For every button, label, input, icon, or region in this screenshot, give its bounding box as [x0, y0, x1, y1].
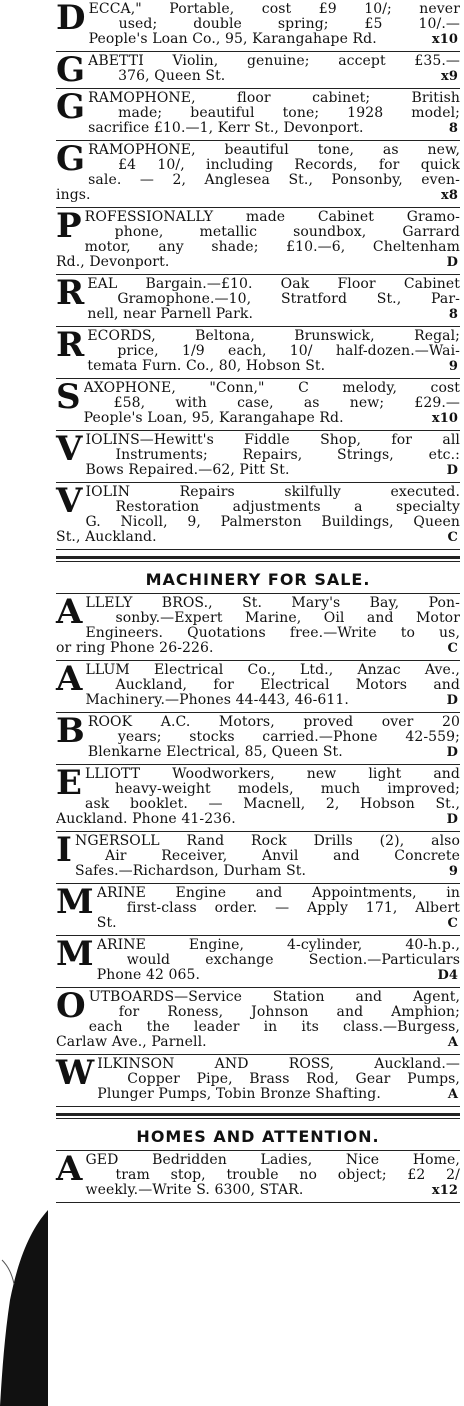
ad-code: A: [447, 1035, 458, 1050]
ad-line: Safes.—Richardson, Durham St.: [75, 864, 307, 879]
classified-ad: [56, 936, 460, 987]
ads-machinery-group: [56, 594, 460, 1107]
drop-cap: S: [56, 377, 81, 417]
classified-ad: [56, 379, 460, 430]
ad-line: RAMOPHONE, beautiful tone, as new,: [88, 143, 460, 158]
ad-line: heavy-weight models, much improved;: [115, 782, 460, 797]
drop-cap: R: [56, 273, 85, 313]
ad-line: ARINE Engine, 4-cylinder, 40-h.p.,: [96, 938, 460, 953]
ad-line: Phone 42 065.: [96, 968, 201, 983]
ad-line: ings.: [56, 188, 91, 203]
ad-line: sonby.—Expert Marine, Oil and Motor: [115, 611, 460, 626]
drop-cap: W: [56, 1053, 95, 1093]
ad-line: would exchange Section.—Particulars: [126, 953, 460, 968]
ad-code: D: [446, 693, 458, 708]
drop-cap: M: [56, 934, 94, 974]
classified-ad: [56, 141, 460, 207]
drop-cap: B: [56, 711, 85, 751]
ads-music-group: [56, 0, 460, 550]
ad-line: made; beautiful tone; 1928 model;: [118, 106, 460, 121]
ad-line: People's Loan Co., 95, Karangahape Rd.: [88, 32, 377, 47]
ad-line: People's Loan, 95, Karangahape Rd.: [83, 411, 344, 426]
drop-cap: O: [56, 986, 86, 1026]
ad-code: 8: [448, 307, 458, 322]
classified-ad: [56, 832, 460, 883]
classified-ad: [56, 884, 460, 935]
ad-code: x8: [441, 188, 458, 203]
ad-line: years; stocks carried.—Phone 42-559;: [117, 730, 460, 745]
classified-ad: [56, 208, 460, 274]
drop-cap: G: [56, 139, 86, 179]
ad-line: Auckland, for Electrical Motors and: [115, 678, 460, 693]
ad-line: IOLIN Repairs skilfully executed.: [85, 485, 460, 500]
ad-line: Instruments; Repairs, Strings, etc.:: [115, 448, 460, 463]
ad-line: RAMOPHONE, floor cabinet; British: [88, 91, 460, 106]
drop-cap: I: [56, 830, 73, 870]
ad-code: D4: [437, 968, 458, 983]
ad-code: x9: [441, 69, 458, 84]
drop-cap: P: [56, 206, 82, 246]
ad-code: x12: [431, 1183, 458, 1198]
ad-line: Air Receiver, Anvil and Concrete: [105, 849, 460, 864]
section-divider: [56, 1113, 460, 1119]
classified-ad: [56, 661, 460, 712]
ad-divider: [56, 549, 460, 550]
drop-cap: A: [56, 592, 83, 632]
ad-code: C: [447, 916, 458, 931]
ad-line: ask booklet. — Macnell, 2, Hobson St.,: [85, 797, 460, 812]
ad-code: D: [446, 745, 458, 760]
drop-cap: A: [56, 1149, 83, 1189]
classified-ad: [56, 594, 460, 660]
classified-ad: [56, 431, 460, 482]
drop-cap: G: [56, 50, 86, 90]
ad-line: Machinery.—Phones 44-443, 46-611.: [85, 693, 349, 708]
drop-cap: G: [56, 87, 86, 127]
ad-line: weekly.—Write S. 6300, STAR.: [85, 1183, 304, 1198]
ad-line: LLUM Electrical Co., Ltd., Anzac Ave.,: [85, 663, 460, 678]
ad-line: ABETTI Violin, genuine; accept £35.—: [88, 54, 460, 69]
ad-line: Bows Repaired.—62, Pitt St.: [85, 463, 290, 478]
classified-ad: [56, 483, 460, 549]
ad-line: ROOK A.C. Motors, proved over 20: [87, 715, 460, 730]
ad-code: x10: [431, 32, 458, 47]
ad-line: NGERSOLL Rand Rock Drills (2), also: [75, 834, 460, 849]
ad-line: tram stop, trouble no object; £2 2/: [115, 1168, 460, 1183]
ad-divider: [56, 1106, 460, 1107]
ad-line: St.: [96, 916, 117, 931]
ad-line: ILKINSON AND ROSS, Auckland.—: [97, 1057, 460, 1072]
ad-code: 9: [448, 359, 458, 374]
ad-line: Gramophone.—10, Stratford St., Par-: [117, 292, 460, 307]
ad-line: Auckland. Phone 41-236.: [56, 812, 236, 827]
ad-line: for Roness, Johnson and Amphion;: [118, 1005, 460, 1020]
ad-line: £58, with case, as new; £29.—: [113, 396, 460, 411]
ad-line: Plunger Pumps, Tobin Bronze Shafting.: [97, 1087, 381, 1102]
ad-line: used; double spring; £5 10/.—: [118, 17, 460, 32]
ink-blot-margin: [0, 1200, 48, 1406]
classified-ad: [56, 765, 460, 831]
ad-code: D: [446, 463, 458, 478]
ad-code: 8: [448, 121, 458, 136]
ad-line: IOLINS—Hewitt's Fiddle Shop, for all: [85, 433, 460, 448]
ad-line: EAL Bargain.—£10. Oak Floor Cabinet: [87, 277, 460, 292]
ad-line: phone, metallic soundbox, Garrard: [114, 225, 460, 240]
ad-code: C: [447, 641, 458, 656]
ad-line: ECCA," Portable, cost £9 10/; never: [88, 2, 460, 17]
ad-code: A: [447, 1087, 458, 1102]
ad-line: Restoration adjustments a specialty: [115, 500, 460, 515]
classified-ad: [56, 0, 460, 51]
drop-cap: M: [56, 882, 94, 922]
ad-line: G. Nicoll, 9, Palmerston Buildings, Queen: [85, 515, 460, 530]
ad-code: 9: [448, 864, 458, 879]
ad-line: first-class order. — Apply 171, Albert: [126, 901, 460, 916]
ad-line: GED Bedridden Ladies, Nice Home,: [85, 1153, 460, 1168]
ad-line: Carlaw Ave., Parnell.: [56, 1035, 207, 1050]
ad-line: price, 1/9 each, 10/ half-dozen.—Wai-: [117, 344, 460, 359]
ad-code: C: [447, 530, 458, 545]
ad-line: Engineers. Quotations free.—Write to us,: [85, 626, 460, 641]
ad-line: nell, near Parnell Park.: [87, 307, 254, 322]
drop-cap: V: [56, 429, 83, 469]
classified-ad: [56, 327, 460, 378]
section-divider: [56, 556, 460, 562]
ad-line: ROFESSIONALLY made Cabinet Gramo-: [84, 210, 460, 225]
ad-code: D: [446, 255, 458, 270]
section-heading-machinery: MACHINERY FOR SALE.: [145, 570, 371, 589]
ad-line: Copper Pipe, Brass Rod, Gear Pumps,: [127, 1072, 460, 1087]
ads-homes-group: [56, 1151, 460, 1203]
ad-code: D: [446, 812, 458, 827]
drop-cap: V: [56, 481, 83, 521]
ad-line: ECORDS, Beltona, Brunswick, Regal;: [87, 329, 460, 344]
classified-column: [56, 0, 460, 1203]
ad-line: LLIOTT Woodworkers, new light and: [85, 767, 460, 782]
ad-line: temata Furn. Co., 80, Hobson St.: [87, 359, 326, 374]
classified-ad: [56, 275, 460, 326]
ad-line: AXOPHONE, "Conn," C melody, cost: [83, 381, 460, 396]
classified-ad: [56, 988, 460, 1054]
classified-ad: [56, 713, 460, 764]
drop-cap: D: [56, 0, 86, 38]
ad-code: x10: [431, 411, 458, 426]
ad-line: £4 10/, including Records, for quick: [118, 158, 460, 173]
ad-line: Blenkarne Electrical, 85, Queen St.: [87, 745, 343, 760]
ad-line: ARINE Engine and Appointments, in: [96, 886, 460, 901]
ad-line: UTBOARDS—Service Station and Agent,: [88, 990, 460, 1005]
ad-divider: [56, 1202, 460, 1203]
ad-line: motor, any shade; £10.—6, Cheltenham: [84, 240, 460, 255]
ad-line: or ring Phone 26-226.: [56, 641, 214, 656]
drop-cap: E: [56, 763, 83, 803]
ad-line: Rd., Devonport.: [56, 255, 170, 270]
classified-ad: [56, 52, 460, 88]
section-heading-homes: HOMES AND ATTENTION.: [136, 1127, 380, 1146]
drop-cap: A: [56, 659, 83, 699]
ad-line: St., Auckland.: [56, 530, 157, 545]
classified-ad: [56, 1151, 460, 1202]
ad-line: each the leader in its class.—Burgess,: [88, 1020, 460, 1035]
ad-line: sacrifice £10.—1, Kerr St., Devonport.: [88, 121, 364, 136]
drop-cap: R: [56, 325, 85, 365]
classified-ad: [56, 1055, 460, 1106]
ad-line: sale. — 2, Anglesea St., Ponsonby, even-: [88, 173, 460, 188]
classified-ad: [56, 89, 460, 140]
ad-line: 376, Queen St.: [118, 69, 226, 84]
ad-line: LLELY BROS., St. Mary's Bay, Pon-: [85, 596, 460, 611]
